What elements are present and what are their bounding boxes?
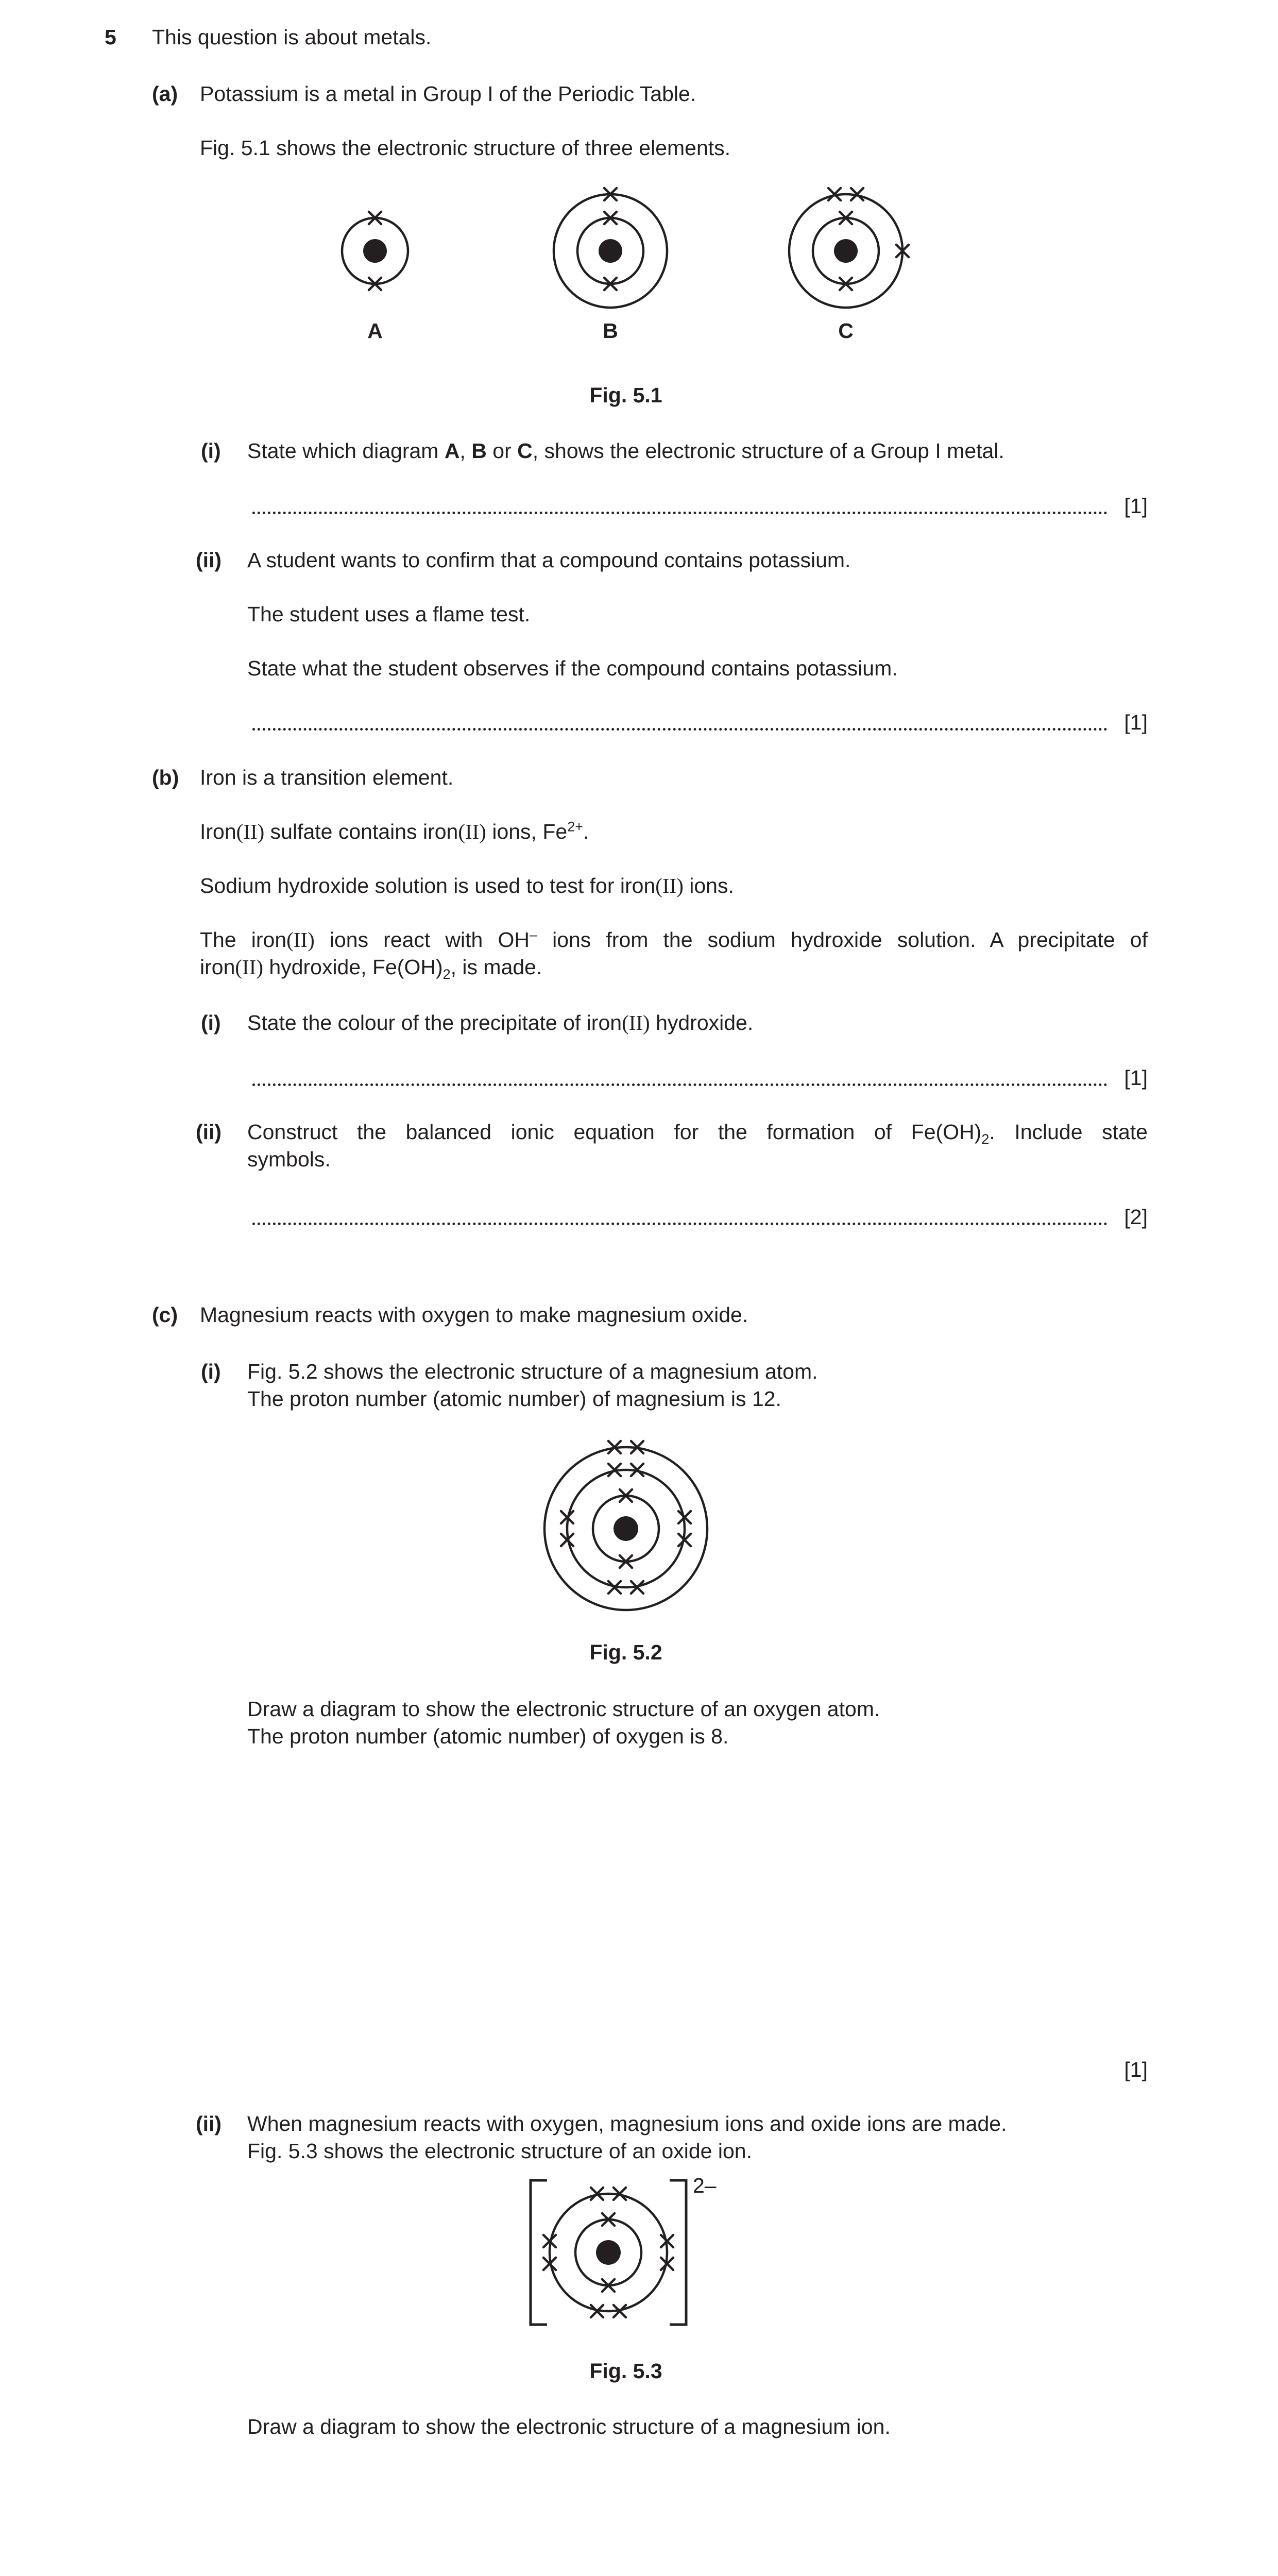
part-a-label: (a): [152, 82, 178, 106]
answer-line[interactable]: [252, 1223, 1107, 1225]
part-b-i-label: (i): [201, 1011, 221, 1035]
part-c-i-line2: The proton number (atomic number) of magnesium is 12.: [247, 1387, 781, 1411]
fig-5-1-intro: Fig. 5.1 shows the electronic structure of three elements.: [200, 136, 731, 160]
part-b-i-question: State the colour of the precipitate of iron(II) hydroxide.: [247, 1011, 754, 1035]
answer-line[interactable]: [252, 1083, 1107, 1086]
part-c-ii-line2: Fig. 5.3 shows the electronic structure of an oxide ion.: [247, 2139, 752, 2163]
drawing-area-magnesium-ion[interactable]: [247, 2452, 1123, 2576]
marks-a-i: [1]: [1124, 494, 1148, 518]
question-intro: This question is about metals.: [152, 25, 432, 49]
diagram-label-c: C: [838, 319, 854, 343]
answer-line[interactable]: [252, 512, 1107, 514]
part-c-text: Magnesium reacts with oxygen to make magnesium oxide.: [200, 1303, 748, 1327]
atom-c-diagram: [789, 188, 909, 308]
fig-5-3-oxide-ion: [0, 2154, 1278, 2349]
part-c-ii-label: (ii): [196, 2112, 222, 2136]
part-c-i-task1: Draw a diagram to show the electronic structure of an oxygen atom.: [247, 1697, 880, 1721]
part-a-ii-line2: The student uses a flame test.: [247, 602, 531, 626]
part-b-ii-label: (ii): [196, 1120, 222, 1144]
fig-5-1-caption: Fig. 5.1: [589, 383, 662, 407]
diagram-label-b: B: [603, 319, 618, 343]
answer-line[interactable]: [252, 728, 1107, 731]
part-a-text: Potassium is a metal in Group I of the Periodic Table.: [200, 82, 696, 106]
right-bracket: [670, 2180, 686, 2325]
fig-5-2-caption: Fig. 5.2: [589, 1640, 662, 1664]
fig-5-3-caption: Fig. 5.3: [589, 2359, 662, 2383]
diagram-label-a: A: [367, 319, 383, 343]
part-c-i-task2: The proton number (atomic number) of oxygen is 8.: [247, 1724, 729, 1748]
part-b-ii-line2: symbols.: [247, 1147, 331, 1171]
part-b-label: (b): [152, 766, 179, 789]
marks-b-i: [1]: [1124, 1066, 1148, 1090]
atom-a-diagram: [342, 212, 408, 290]
left-bracket: [531, 2180, 547, 2325]
part-c-ii-line1: When magnesium reacts with oxygen, magnesium ions and oxide ions are made.: [247, 2112, 1007, 2136]
marks-a-ii: [1]: [1124, 710, 1148, 734]
drawing-area-oxygen-atom[interactable]: [247, 1762, 1123, 2050]
part-a-ii-line1: A student wants to confirm that a compound contains potassium.: [247, 548, 851, 572]
ion-charge: 2–: [693, 2174, 717, 2197]
part-b-line4b: iron(II) hydroxide, $Fe(OH)_2$, is made.: [200, 955, 542, 982]
atom-b-diagram: [554, 188, 667, 308]
part-a-ii-line3: State what the student observes if the compound contains potassium.: [247, 656, 898, 680]
part-b-ii-line1: Construct the balanced ionic equation for the formation of $Fe(OH)_2$. Include state: [247, 1120, 1148, 1147]
marks-b-ii: [2]: [1124, 1205, 1148, 1229]
part-c-i-line1: Fig. 5.2 shows the electronic structure of a magnesium atom.: [247, 1360, 818, 1383]
fig-5-2-magnesium-atom: [0, 1391, 1278, 1623]
part-b-text: Iron is a transition element.: [200, 766, 454, 789]
part-a-i-question: State which diagram A, B or C, shows the electronic structure of a Group I metal.: [247, 439, 1004, 463]
part-b-line2: Iron(II) sulfate contains iron(II) ions, $Fe^{2+}$.: [200, 819, 589, 843]
question-number: 5: [105, 25, 116, 49]
part-a-ii-label: (ii): [196, 548, 222, 572]
marks-c-i: [1]: [1124, 2058, 1148, 2081]
part-a-i-label: (i): [201, 439, 221, 463]
fig-5-1-diagram: [0, 0, 1278, 361]
part-b-line3: Sodium hydroxide solution is used to test for iron(II) ions.: [200, 874, 734, 897]
part-c-i-label: (i): [201, 1360, 221, 1383]
part-b-line4a: The iron(II) ions react with OH– ions from the sodium hydroxide solution. A precipitate of: [200, 927, 1148, 952]
part-c-ii-task: Draw a diagram to show the electronic structure of a magnesium ion.: [247, 2415, 891, 2438]
part-c-label: (c): [152, 1303, 178, 1327]
